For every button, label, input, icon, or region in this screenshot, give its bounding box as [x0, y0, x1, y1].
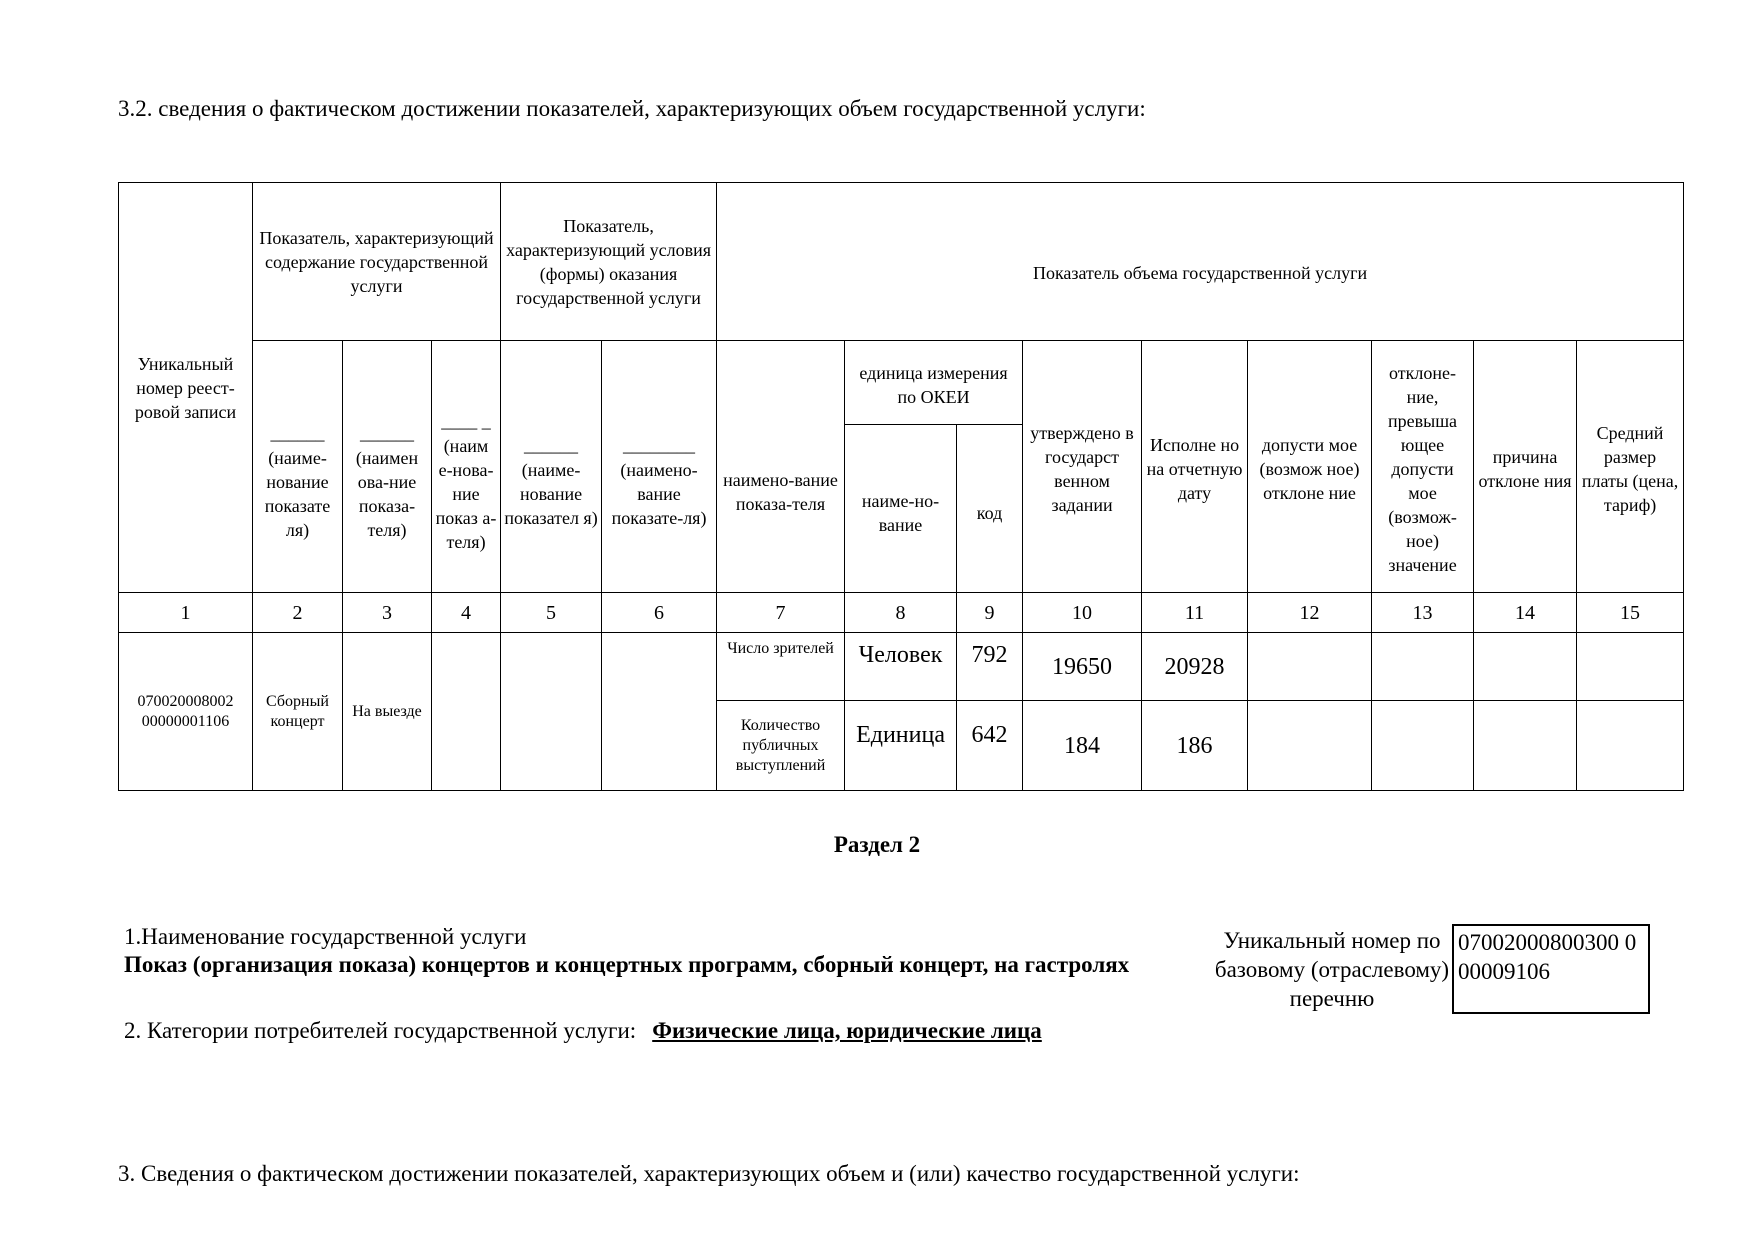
- col-12-header: допусти мое (возмож ное) отклоне ние: [1248, 341, 1372, 593]
- okei-name-header: наиме-но-вание: [845, 425, 957, 593]
- exceeding-deviation-cell: [1372, 701, 1474, 791]
- unique-number-box: 07002000800300 000009106: [1452, 924, 1650, 1014]
- col-14-header: причина отклоне ния: [1474, 341, 1577, 593]
- deviation-reason-cell: [1474, 633, 1577, 701]
- deviation-reason-cell: [1474, 701, 1577, 791]
- condition-indicator-2-cell: [602, 633, 717, 791]
- col-3-header: ______ (наимен ова-ние показа-теля): [343, 341, 432, 593]
- consumer-category-line: [124, 1018, 1042, 1044]
- col-6-header: ________ (наимено-вание показате-ля): [602, 341, 717, 593]
- approved-value-cell: 184: [1023, 701, 1142, 791]
- consumer-category-label: 2. Категории потребителей государственной услуги:: [124, 1018, 637, 1043]
- content-indicator-3-cell: [432, 633, 501, 791]
- section-heading-3: 3. Сведения о фактическом достижении показателей, характеризующих объем и (или) качество государственной услуги:: [118, 1161, 1300, 1186]
- group-volume-header: Показатель объема государственной услуги: [717, 183, 1684, 341]
- col-number: 3: [343, 593, 432, 633]
- okei-header: единица измерения по ОКЕИ: [845, 341, 1023, 425]
- col-number: 7: [717, 593, 845, 633]
- group-conditions-header: Показатель, характеризующий условия (формы) оказания государственной услуги: [501, 183, 717, 341]
- consumer-category-value: Физические лица, юридические лица: [652, 1018, 1042, 1043]
- col-number: 6: [602, 593, 717, 633]
- exceeding-deviation-cell: [1372, 633, 1474, 701]
- average-price-cell: [1577, 701, 1684, 791]
- unit-code-cell: 642: [957, 701, 1023, 791]
- col-number: 4: [432, 593, 501, 633]
- service-name-label: 1.Наименование государственной услуги: [124, 924, 527, 949]
- unit-name-cell: Человек: [845, 633, 957, 701]
- service-name-value: Показ (организация показа) концертов и концертных программ, сборный концерт, на гастролях: [124, 952, 1130, 977]
- table-row: [119, 633, 1684, 701]
- col-5-header: ______ (наиме-нование показател я): [501, 341, 602, 593]
- col-number: 14: [1474, 593, 1577, 633]
- col-2-header: ______ (наиме-нование показате ля): [253, 341, 343, 593]
- col-number: 15: [1577, 593, 1684, 633]
- col-number: 12: [1248, 593, 1372, 633]
- col-number: 13: [1372, 593, 1474, 633]
- indicator-name-cell: Число зрителей: [717, 633, 845, 701]
- actual-value-cell: 186: [1142, 701, 1248, 791]
- group-content-header: Показатель, характеризующий содержание государственной услуги: [253, 183, 501, 341]
- col-unique-header: Уникальный номер реест-ровой записи: [119, 183, 253, 593]
- allowed-deviation-cell: [1248, 633, 1372, 701]
- col-10-header: утверждено в государст венном задании: [1023, 341, 1142, 593]
- unique-number-cell: 070020008002 00000001106: [119, 633, 253, 791]
- col-7-header: наимено-вание показа-теля: [717, 341, 845, 593]
- average-price-cell: [1577, 633, 1684, 701]
- content-indicator-2-cell: На выезде: [343, 633, 432, 791]
- section-heading-3-2: 3.2. сведения о фактическом достижении показателей, характеризующих объем государственной услуги:: [118, 96, 1146, 121]
- col-number: 9: [957, 593, 1023, 633]
- actual-value-cell: 20928: [1142, 633, 1248, 701]
- indicator-name-cell: Количество публичных выступлений: [717, 701, 845, 791]
- allowed-deviation-cell: [1248, 701, 1372, 791]
- col-4-header: ____ _ (наим е-нова-ние показ а-теля): [432, 341, 501, 593]
- col-number: 1: [119, 593, 253, 633]
- volume-indicators-table: [118, 182, 1684, 791]
- col-11-header: Исполне но на отчетную дату: [1142, 341, 1248, 593]
- col-number: 10: [1023, 593, 1142, 633]
- col-number: 8: [845, 593, 957, 633]
- content-indicator-1-cell: Сборный концерт: [253, 633, 343, 791]
- col-number: 2: [253, 593, 343, 633]
- unit-code-cell: 792: [957, 633, 1023, 701]
- col-15-header: Средний размер платы (цена, тариф): [1577, 341, 1684, 593]
- unique-number-label: Уникальный номер по базовому (отраслевому) перечню: [1214, 928, 1450, 1011]
- col-13-header: отклоне-ние, превыша ющее допусти мое (возмож-ное) значение: [1372, 341, 1474, 593]
- column-numbers-row: [119, 593, 1684, 633]
- okei-code-header: код: [957, 425, 1023, 593]
- col-number: 5: [501, 593, 602, 633]
- section-title: Раздел 2: [833, 832, 921, 857]
- col-number: 11: [1142, 593, 1248, 633]
- condition-indicator-1-cell: [501, 633, 602, 791]
- approved-value-cell: 19650: [1023, 633, 1142, 701]
- unit-name-cell: Единица: [845, 701, 957, 791]
